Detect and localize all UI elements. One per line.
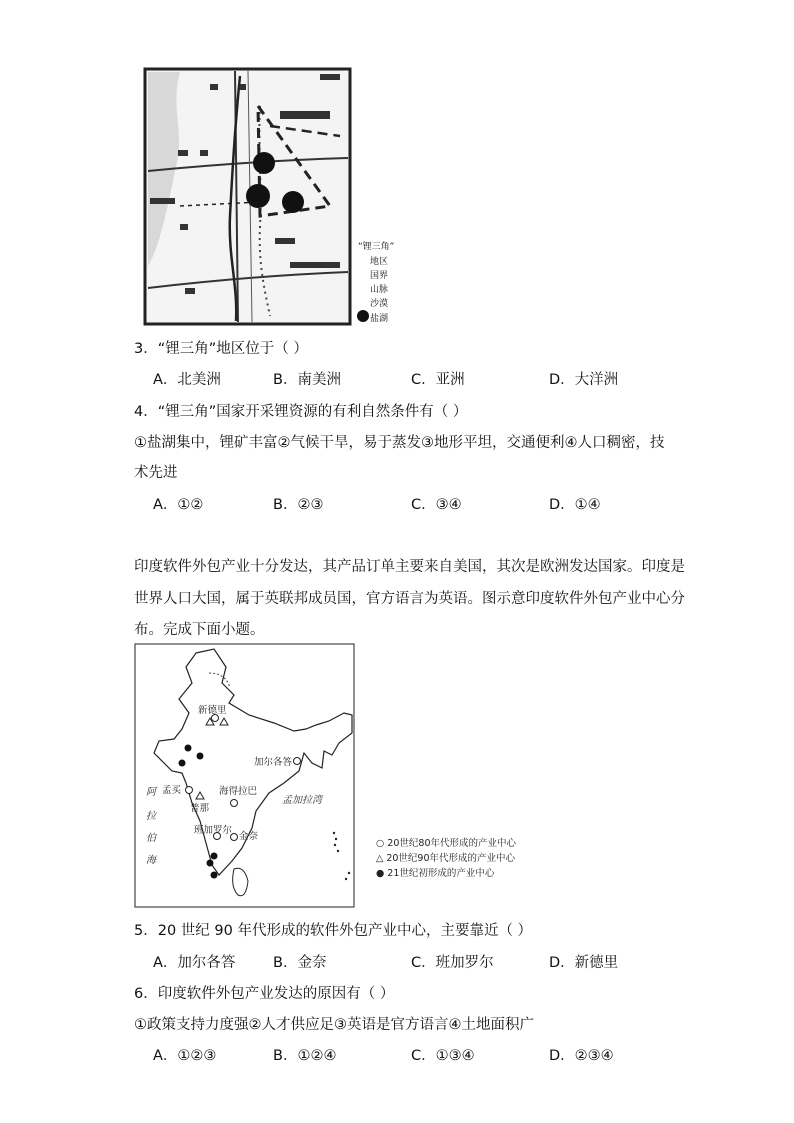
svg-text:地区: 地区 [370,257,389,267]
svg-text:阿: 阿 [146,787,156,798]
svg-text:拉: 拉 [146,811,156,822]
q6-option-d[interactable]: D．②③④ [549,1048,614,1064]
q5-option-b[interactable]: B．金奈 [273,955,327,971]
q5-option-d[interactable]: D．新德里 [549,955,619,971]
q3-option-b[interactable]: B．南美洲 [273,372,341,388]
svg-text:沙漠: 沙漠 [370,299,389,309]
passage-line-1: 印度软件外包产业十分发达，其产品订单主要来自美国，其次是欧洲发达国家。印度是 [134,559,685,575]
q4-option-a[interactable]: A．①② [153,497,204,513]
svg-text:海: 海 [146,855,156,866]
svg-text:海得拉巴: 海得拉巴 [219,786,258,797]
question-6-line1: ①政策支持力度强②人才供应足③英语是官方语言④土地面积广 [134,1017,534,1033]
india-software-map [134,643,534,909]
question-5-stem: 5．20 世纪 90 年代形成的软件外包产业中心，主要靠近（ ） [134,923,533,939]
q3-option-c[interactable]: C．亚洲 [411,372,465,388]
lithium-triangle-map [140,66,440,328]
svg-text:孟加拉湾: 孟加拉湾 [282,795,322,806]
svg-text:加尔各答: 加尔各答 [254,757,293,768]
q5-option-a[interactable]: A．加尔各答 [153,955,236,971]
svg-text:△ 20世纪90年代形成的产业中心: △ 20世纪90年代形成的产业中心 [376,853,516,864]
svg-text:伯: 伯 [146,833,156,844]
q6-option-c[interactable]: C．①③④ [411,1048,475,1064]
svg-text:金奈: 金奈 [239,831,259,842]
question-3-stem: 3．“锂三角”地区位于（ ） [134,341,308,357]
q6-option-b[interactable]: B．①②④ [273,1048,337,1064]
svg-text:普那: 普那 [190,803,210,814]
passage-line-3: 布。完成下面小题。 [134,622,265,638]
q3-option-d[interactable]: D．大洋洲 [549,372,619,388]
map1-legend [357,240,394,324]
svg-text:盐湖: 盐湖 [370,314,389,324]
svg-text:新德里: 新德里 [198,705,227,716]
svg-text:“锂三角”: “锂三角” [358,242,395,252]
svg-text:国界: 国界 [370,271,389,281]
q5-option-c[interactable]: C．班加罗尔 [411,955,494,971]
passage-line-2: 世界人口大国，属于英联邦成员国，官方语言为英语。图示意印度软件外包产业中心分 [134,591,685,607]
svg-text:山脉: 山脉 [370,285,389,295]
question-4-line1: ①盐湖集中，锂矿丰富②气候干旱，易于蒸发③地形平坦，交通便利④人口稠密，技 [134,435,665,451]
question-4-stem: 4．“锂三角”国家开采锂资源的有利自然条件有（ ） [134,404,468,420]
svg-text:● 21世纪初形成的产业中心: ● 21世纪初形成的产业中心 [376,868,495,879]
map2-legend [376,837,516,879]
q4-option-c[interactable]: C．③④ [411,497,462,513]
svg-text:班加罗尔: 班加罗尔 [194,825,233,836]
question-4-line2: 术先进 [134,465,178,481]
q4-option-b[interactable]: B．②③ [273,497,324,513]
q4-option-d[interactable]: D．①④ [549,497,601,513]
q3-option-a[interactable]: A．北美洲 [153,372,221,388]
svg-text:孟买: 孟买 [162,785,182,796]
svg-text:○ 20世纪80年代形成的产业中心: ○ 20世纪80年代形成的产业中心 [376,838,516,849]
question-6-stem: 6．印度软件外包产业发达的原因有（ ） [134,986,395,1002]
q6-option-a[interactable]: A．①②③ [153,1048,217,1064]
